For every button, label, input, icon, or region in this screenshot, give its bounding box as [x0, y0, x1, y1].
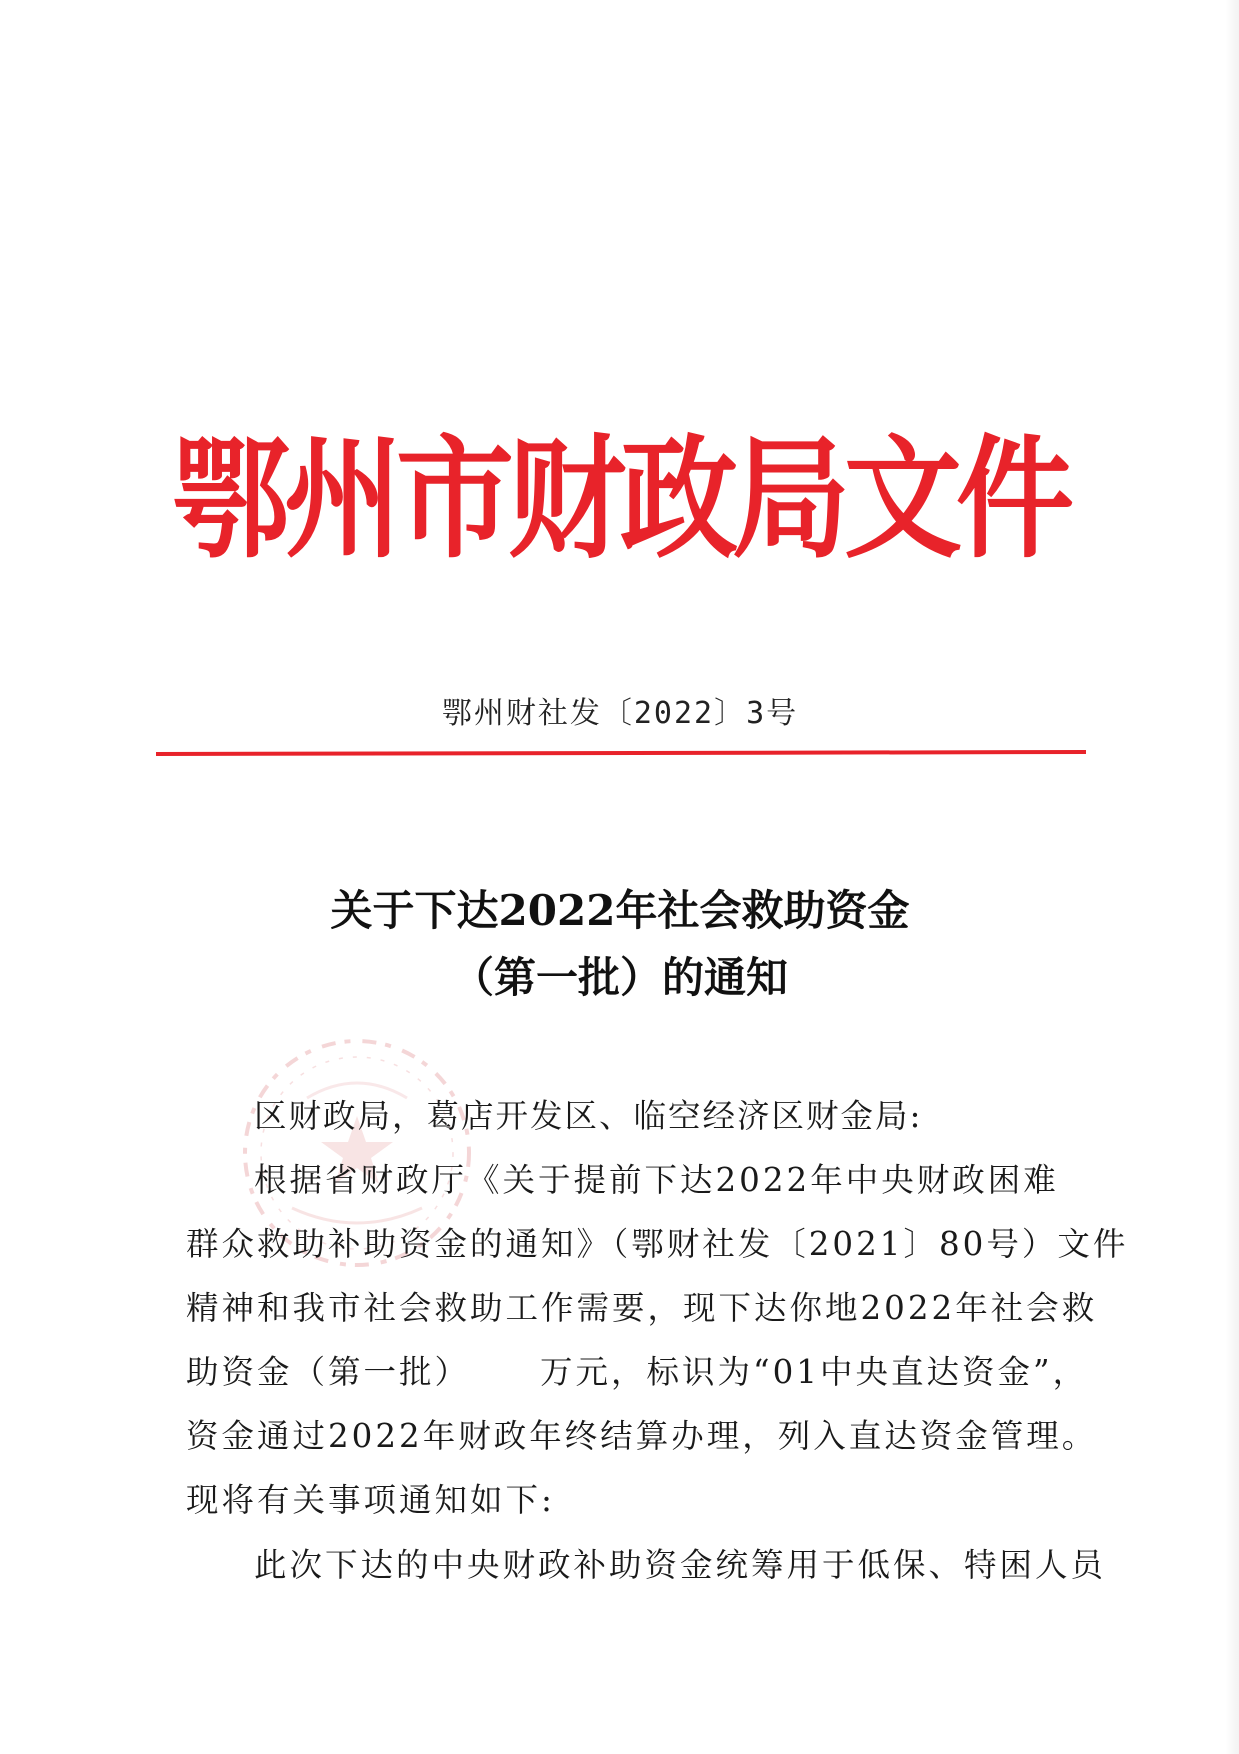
- paragraph-1-line-1: 根据省财政厅《关于提前下达2022年中央财政困难: [254, 1161, 1059, 1199]
- paragraph-1-line-4: [186, 1340, 1089, 1404]
- paragraph-1-line-4-part-a: 助资金（第一批）: [186, 1353, 471, 1391]
- paragraph-1-line-6: 现将有关事项通知如下:: [186, 1481, 555, 1519]
- salutation: 区财政局，葛店开发区、临空经济区财金局:: [254, 1097, 923, 1135]
- paragraph-1-line-4-part-b: 万元，标识为“01中央直达资金”，: [540, 1353, 1089, 1391]
- page-edge-shadow: [1225, 0, 1239, 1754]
- paragraph-1-line-3: 精神和我市社会救助工作需要，现下达你地2022年社会救: [186, 1289, 1098, 1327]
- document-title-line-2: （第一批）的通知: [451, 953, 788, 1002]
- paragraph-1-line-5: 资金通过2022年财政年终结算办理，列入直达资金管理。: [186, 1417, 1098, 1455]
- masthead-red-rule: [156, 750, 1086, 756]
- paragraph-1-line-2: 群众救助补助资金的通知》（鄂财社发〔2021〕80号）文件: [186, 1225, 1129, 1263]
- document-title-line-1: 关于下达2022年社会救助资金: [330, 886, 910, 935]
- paragraph-2-line-1: 此次下达的中央财政补助资金统筹用于低保、特困人员: [254, 1546, 1107, 1584]
- document-number: 鄂州财社发〔2022〕3号: [441, 696, 799, 731]
- document-masthead: 鄂州市财政局文件: [171, 420, 1068, 577]
